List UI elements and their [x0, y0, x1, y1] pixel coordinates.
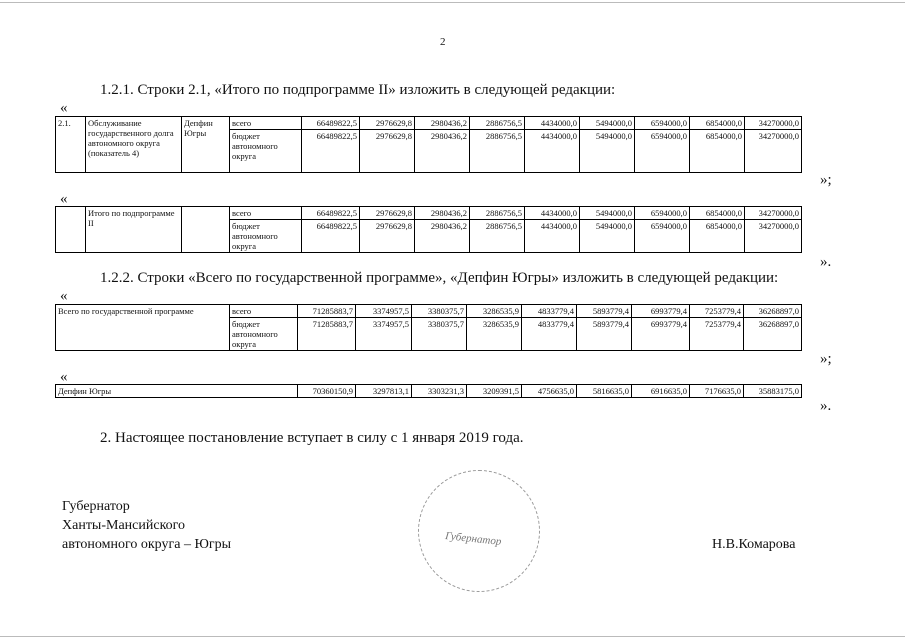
value-cell: 71285883,7 [298, 305, 356, 318]
page-number: 2 [440, 36, 446, 48]
value-cell: 5893779,4 [577, 305, 632, 318]
value-cell: 2980436,2 [415, 207, 470, 220]
row-executor: Депфин Югры [182, 117, 230, 173]
funding-source: всего [230, 207, 302, 220]
value-cell: 3374957,5 [356, 305, 412, 318]
table-row [56, 385, 802, 398]
value-cell: 3374957,5 [356, 318, 412, 351]
scan-edge-top [0, 2, 905, 3]
value-cell: 5494000,0 [580, 130, 635, 173]
funding-source: бюджет автономного округа [230, 130, 302, 173]
row-number [56, 207, 86, 253]
funding-source: всего [230, 305, 298, 318]
value-cell: 7253779,4 [690, 318, 744, 351]
close-quote-3: »; [820, 351, 832, 367]
value-cell: 3380375,7 [412, 305, 467, 318]
value-cell: 66489822,5 [302, 220, 360, 253]
value-cell: 3297813,1 [356, 385, 412, 398]
value-cell: 2976629,8 [360, 220, 415, 253]
value-cell: 7253779,4 [690, 305, 744, 318]
open-quote-2: « [60, 191, 68, 207]
table-row-2-1 [55, 116, 802, 173]
row-name: Депфин Югры [56, 385, 298, 398]
stamp-text: Губернатор [444, 530, 502, 548]
value-cell: 66489822,5 [302, 117, 360, 130]
value-cell: 7176635,0 [690, 385, 744, 398]
signature-title-line-2: Ханты-Мансийского [62, 518, 186, 533]
signature-title-line-3: автономного округа – Югры [62, 537, 231, 552]
value-cell: 4833779,4 [522, 305, 577, 318]
scan-edge-bottom [0, 636, 905, 637]
value-cell: 6594000,0 [635, 117, 690, 130]
table-row [56, 305, 802, 318]
value-cell: 3286535,9 [467, 318, 522, 351]
value-cell: 2886756,5 [470, 130, 525, 173]
value-cell: 34270000,0 [745, 207, 802, 220]
value-cell: 2976629,8 [360, 117, 415, 130]
close-quote-4: ». [820, 398, 832, 414]
paragraph-2: 2. Настоящее постановление вступает в силу с 1 января 2019 года. [100, 430, 524, 446]
value-cell: 5494000,0 [580, 117, 635, 130]
signature-title-line-1: Губернатор [62, 499, 130, 514]
value-cell: 4434000,0 [525, 130, 580, 173]
table-row [56, 117, 802, 130]
value-cell: 6993779,4 [632, 318, 690, 351]
close-quote-1: »; [820, 172, 832, 188]
value-cell: 35883175,0 [744, 385, 802, 398]
table-depfin [55, 384, 802, 398]
value-cell: 6854000,0 [690, 220, 745, 253]
value-cell: 4434000,0 [525, 220, 580, 253]
value-cell: 4434000,0 [525, 207, 580, 220]
value-cell: 2980436,2 [415, 130, 470, 173]
signatory-name: Н.В.Комарова [712, 537, 796, 552]
signature-block [62, 497, 231, 554]
close-quote-2: ». [820, 254, 832, 270]
value-cell: 3380375,7 [412, 318, 467, 351]
value-cell: 6916635,0 [632, 385, 690, 398]
funding-source: всего [230, 117, 302, 130]
value-cell: 36268897,0 [744, 305, 802, 318]
value-cell: 66489822,5 [302, 207, 360, 220]
value-cell: 5816635,0 [577, 385, 632, 398]
value-cell: 3286535,9 [467, 305, 522, 318]
funding-source: бюджет автономного округа [230, 220, 302, 253]
value-cell: 2976629,8 [360, 130, 415, 173]
row-number: 2.1. [56, 117, 86, 173]
paragraph-1-2-1: 1.2.1. Строки 2.1, «Итого по подпрограмме II» изложить в следующей редакции: [100, 82, 616, 98]
row-name: Обслуживание государственного долга автономного округа (показатель 4) [86, 117, 182, 173]
table-row [56, 207, 802, 220]
table-total-state-program [55, 304, 802, 351]
value-cell: 2980436,2 [415, 117, 470, 130]
value-cell: 70360150,9 [298, 385, 356, 398]
row-executor [182, 207, 230, 253]
paragraph-1-2-2: 1.2.2. Строки «Всего по государственной программе», «Депфин Югры» изложить в следующей редакции: [100, 270, 779, 286]
value-cell: 2980436,2 [415, 220, 470, 253]
value-cell: 6854000,0 [690, 117, 745, 130]
value-cell: 2976629,8 [360, 207, 415, 220]
value-cell: 34270000,0 [745, 117, 802, 130]
open-quote-1: « [60, 100, 68, 116]
value-cell: 6594000,0 [635, 130, 690, 173]
value-cell: 3303231,3 [412, 385, 467, 398]
value-cell: 2886756,5 [470, 117, 525, 130]
open-quote-3: « [60, 288, 68, 304]
value-cell: 6854000,0 [690, 130, 745, 173]
value-cell: 4833779,4 [522, 318, 577, 351]
table-total-subprogram-2 [55, 206, 802, 253]
value-cell: 6594000,0 [635, 220, 690, 253]
value-cell: 5494000,0 [580, 207, 635, 220]
value-cell: 66489822,5 [302, 130, 360, 173]
value-cell: 5893779,4 [577, 318, 632, 351]
value-cell: 4434000,0 [525, 117, 580, 130]
open-quote-4: « [60, 369, 68, 385]
official-stamp [418, 470, 540, 592]
funding-source: бюджет автономного округа [230, 318, 298, 351]
value-cell: 2886756,5 [470, 220, 525, 253]
value-cell: 34270000,0 [745, 220, 802, 253]
value-cell: 34270000,0 [745, 130, 802, 173]
value-cell: 4756635,0 [522, 385, 577, 398]
value-cell: 5494000,0 [580, 220, 635, 253]
value-cell: 36268897,0 [744, 318, 802, 351]
value-cell: 6594000,0 [635, 207, 690, 220]
value-cell: 6993779,4 [632, 305, 690, 318]
value-cell: 71285883,7 [298, 318, 356, 351]
value-cell: 6854000,0 [690, 207, 745, 220]
row-name: Итого по подпрограмме II [86, 207, 182, 253]
row-name: Всего по государственной программе [56, 305, 230, 351]
value-cell: 2886756,5 [470, 207, 525, 220]
value-cell: 3209391,5 [467, 385, 522, 398]
